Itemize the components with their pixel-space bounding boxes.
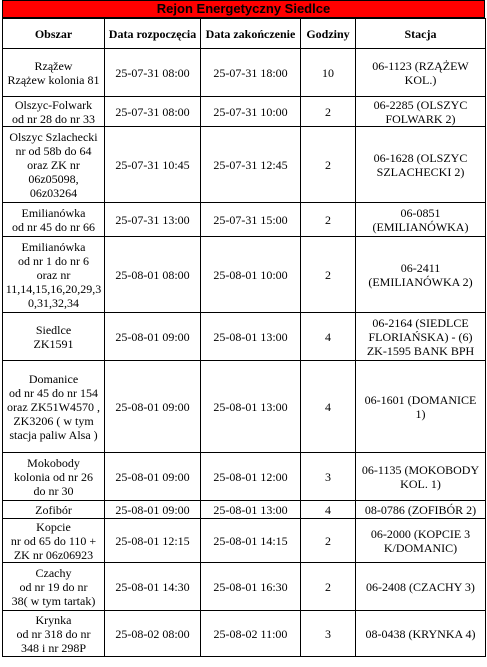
cell-end: 25-08-01 13:00: [201, 501, 301, 519]
cell-hours: 2: [301, 97, 356, 127]
table-row: [3, 453, 486, 501]
table-row: [3, 361, 486, 453]
cell-start: 25-08-01 09:00: [105, 501, 201, 519]
cell-station: 08-0786 (ZOFIBÓR 2): [356, 501, 486, 519]
cell-start: 25-08-01 09:00: [105, 313, 201, 361]
cell-end: 25-08-01 10:00: [201, 237, 301, 313]
table-row: [3, 97, 486, 127]
header-hours: Godziny: [301, 19, 356, 49]
cell-obszar: Rząžew Rzążew kolonia 81: [3, 49, 105, 97]
cell-hours: 3: [301, 453, 356, 501]
cell-obszar: Emilianówka od nr 1 do nr 6 oraz nr 11,14,15,16,20,29,3 0,31,32,34: [3, 237, 105, 313]
cell-obszar: Czachy od nr 19 do nr 38( w tym tartak): [3, 563, 105, 611]
table-row: [3, 237, 486, 313]
header-start: Data rozpoczęcia: [105, 19, 201, 49]
cell-hours: 4: [301, 313, 356, 361]
cell-start: 25-07-31 08:00: [105, 49, 201, 97]
table-header-row: [3, 19, 486, 49]
cell-obszar: Siedlce ZK1591: [3, 313, 105, 361]
outage-table: [2, 18, 486, 657]
cell-hours: 2: [301, 127, 356, 203]
cell-obszar: Krynka od nr 318 do nr 348 i nr 298P: [3, 611, 105, 657]
cell-start: 25-07-31 13:00: [105, 203, 201, 237]
header-station: Stacja: [356, 19, 486, 49]
page-title: Rejon Energetyczny Siedlce: [2, 0, 485, 18]
cell-start: 25-07-31 08:00: [105, 97, 201, 127]
cell-hours: 2: [301, 237, 356, 313]
table-row: [3, 611, 486, 657]
cell-station: 08-0438 (KRYNKA 4): [356, 611, 486, 657]
cell-start: 25-07-31 10:45: [105, 127, 201, 203]
table-row: [3, 313, 486, 361]
cell-end: 25-08-01 16:30: [201, 563, 301, 611]
cell-end: 25-08-02 11:00: [201, 611, 301, 657]
cell-station: 06-2164 (SIEDLCE FLORIAŃSKA) - (6) ZK-1595 BANK BPH: [356, 313, 486, 361]
cell-obszar: Olszyc Szlachecki nr od 58b do 64 oraz ZK nr 06z05098, 06z03264: [3, 127, 105, 203]
table-row: [3, 501, 486, 519]
cell-start: 25-08-01 08:00: [105, 237, 201, 313]
cell-end: 25-08-01 13:00: [201, 361, 301, 453]
cell-station: 06-1135 (MOKOBODY KOL. 1): [356, 453, 486, 501]
cell-station: 06-1123 (RZĄŻEW KOL.): [356, 49, 486, 97]
cell-hours: 4: [301, 501, 356, 519]
cell-start: 25-08-01 12:15: [105, 519, 201, 563]
cell-station: 06-1601 (DOMANICE 1): [356, 361, 486, 453]
cell-station: 06-0851 (EMILIANÓWKA): [356, 203, 486, 237]
cell-end: 25-07-31 15:00: [201, 203, 301, 237]
cell-hours: 4: [301, 361, 356, 453]
cell-end: 25-07-31 10:00: [201, 97, 301, 127]
header-obszar: Obszar: [3, 19, 105, 49]
cell-station: 06-2408 (CZACHY 3): [356, 563, 486, 611]
cell-hours: 2: [301, 203, 356, 237]
cell-station: 06-1628 (OLSZYC SZLACHECKI 2): [356, 127, 486, 203]
table-row: [3, 49, 486, 97]
cell-obszar: Emilianówka od nr 45 do nr 66: [3, 203, 105, 237]
header-end: Data zakończenie: [201, 19, 301, 49]
cell-obszar: Olszyc-Folwark od nr 28 do nr 33: [3, 97, 105, 127]
cell-hours: 2: [301, 563, 356, 611]
cell-station: 06-2000 (KOPCIE 3 K/DOMANIC): [356, 519, 486, 563]
cell-end: 25-08-01 14:15: [201, 519, 301, 563]
cell-obszar: Kopcie nr od 65 do 110 + ZK nr 06z06923: [3, 519, 105, 563]
cell-end: 25-08-01 13:00: [201, 313, 301, 361]
cell-obszar: Mokobody kolonia od nr 26 do nr 30: [3, 453, 105, 501]
cell-start: 25-08-01 09:00: [105, 453, 201, 501]
cell-obszar: Domanice od nr 45 do nr 154 oraz ZK51W4570 , ZK3206 ( w tym stacja paliw Alsa ): [3, 361, 105, 453]
cell-start: 25-08-01 14:30: [105, 563, 201, 611]
table-row: [3, 127, 486, 203]
cell-end: 25-07-31 12:45: [201, 127, 301, 203]
table-row: [3, 519, 486, 563]
cell-end: 25-07-31 18:00: [201, 49, 301, 97]
cell-hours: 3: [301, 611, 356, 657]
cell-start: 25-08-02 08:00: [105, 611, 201, 657]
cell-hours: 10: [301, 49, 356, 97]
cell-start: 25-08-01 09:00: [105, 361, 201, 453]
cell-hours: 2: [301, 519, 356, 563]
cell-station: 06-2285 (OLSZYC FOLWARK 2): [356, 97, 486, 127]
table-row: [3, 203, 486, 237]
table-row: [3, 563, 486, 611]
cell-end: 25-08-01 12:00: [201, 453, 301, 501]
cell-station: 06-2411 (EMILIANÓWKA 2): [356, 237, 486, 313]
cell-obszar: Zofibór: [3, 501, 105, 519]
